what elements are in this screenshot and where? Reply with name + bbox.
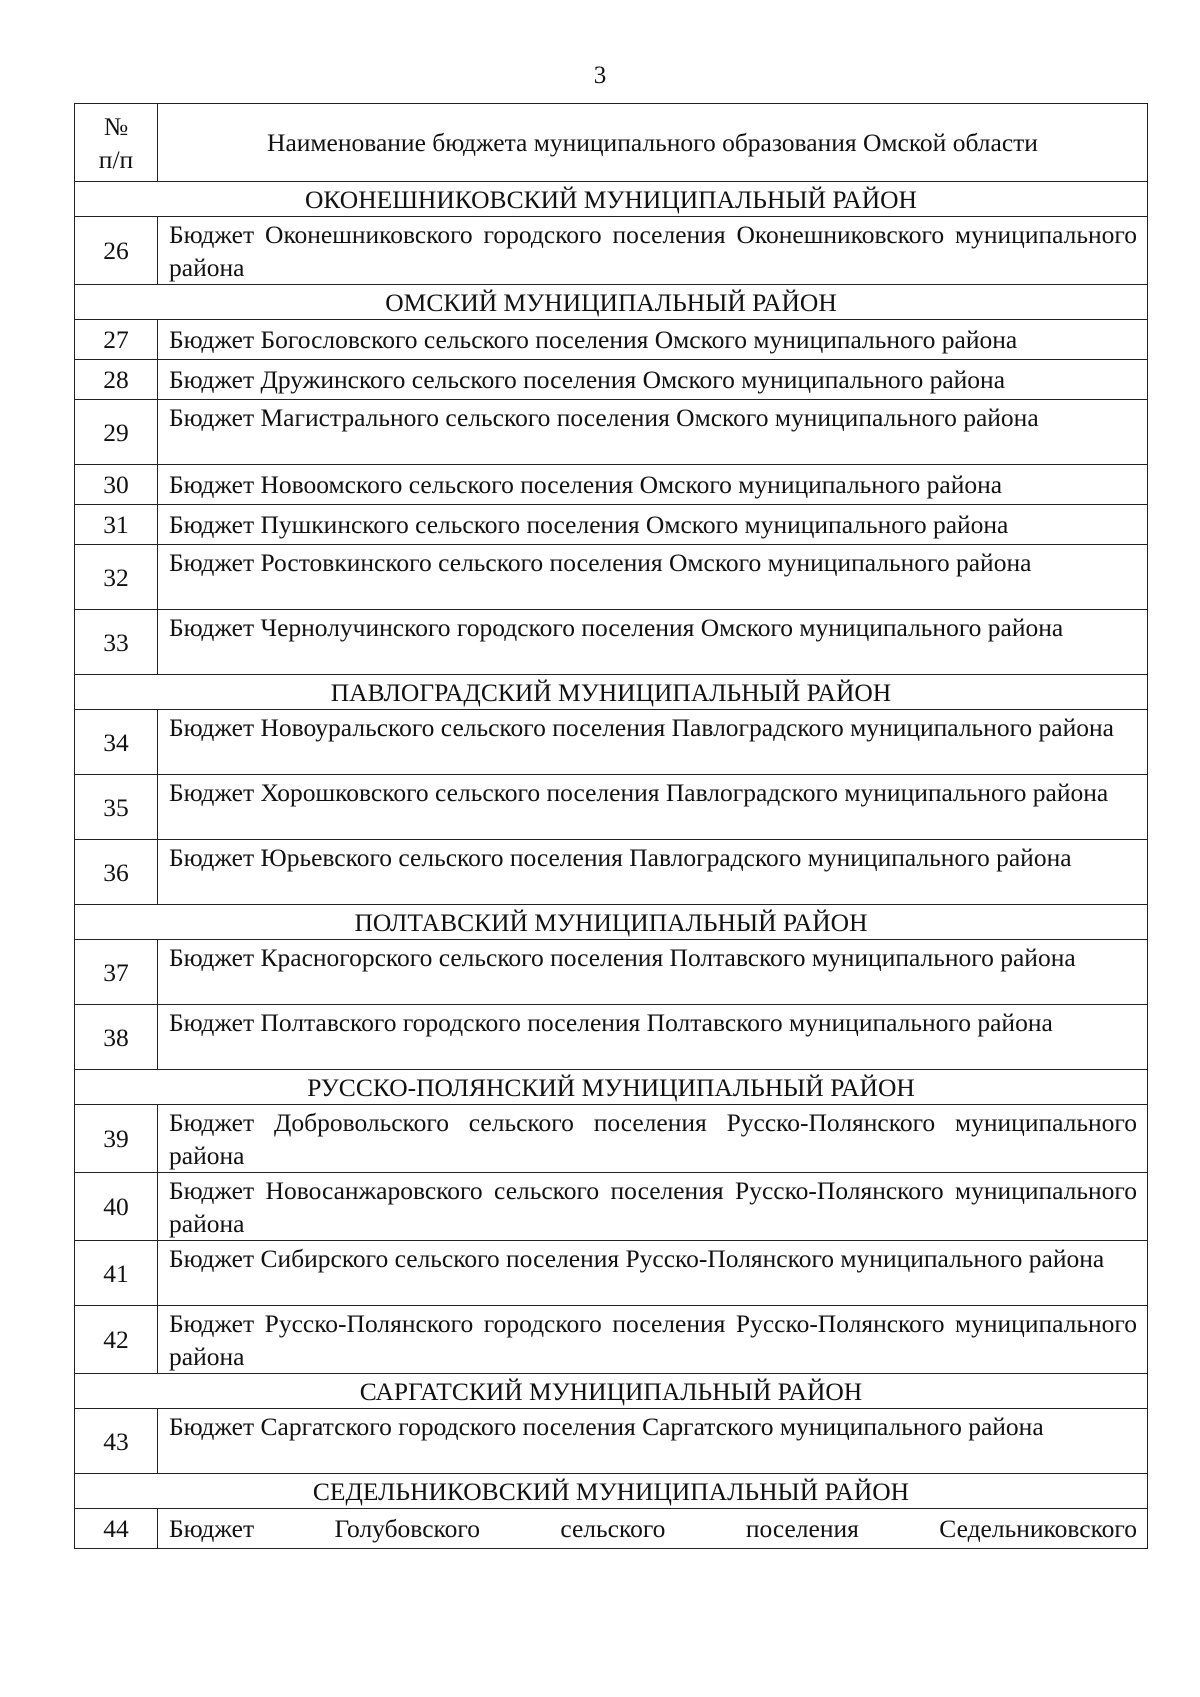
section-row <box>75 1474 1148 1509</box>
budget-table <box>74 103 1148 1549</box>
budget-name: Бюджет Добровольского сельского поселения Русско-Полянского муниципального района <box>158 1105 1148 1173</box>
budget-name: Бюджет Юрьевского сельского поселения Павлоградского муниципального района <box>158 840 1148 905</box>
table-header-row <box>75 104 1148 182</box>
table-row <box>75 465 1148 505</box>
budget-name: Бюджет Магистрального сельского поселения Омского муниципального района <box>158 400 1148 465</box>
table-row <box>75 400 1148 465</box>
section-row <box>75 1374 1148 1409</box>
column-header-number-label: № п/п <box>98 111 134 174</box>
section-row <box>75 905 1148 940</box>
page-number: 3 <box>593 62 607 89</box>
section-title: СЕДЕЛЬНИКОВСКИЙ МУНИЦИПАЛЬНЫЙ РАЙОН <box>75 1474 1148 1509</box>
row-number: 28 <box>75 360 158 400</box>
column-header-name-label: Наименование бюджета муниципального образования Омской области <box>267 128 1038 157</box>
table-row <box>75 1173 1148 1241</box>
table-row <box>75 1409 1148 1474</box>
budget-name: Бюджет Пушкинского сельского поселения Омского муниципального района <box>158 505 1148 545</box>
budget-name: Бюджет Сибирского сельского поселения Русско-Полянского муниципального района <box>158 1241 1148 1306</box>
table-row <box>75 1105 1148 1173</box>
row-number: 29 <box>75 400 158 465</box>
section-title: ПАВЛОГРАДСКИЙ МУНИЦИПАЛЬНЫЙ РАЙОН <box>75 675 1148 710</box>
table-row <box>75 217 1148 285</box>
row-number: 35 <box>75 775 158 840</box>
table-row <box>75 320 1148 360</box>
column-header-name <box>158 104 1148 182</box>
budget-name: Бюджет Оконешниковского городского поселения Оконешниковского муниципального района <box>158 217 1148 285</box>
budget-name: Бюджет Русско-Полянского городского поселения Русско-Полянского муниципального района <box>158 1306 1148 1374</box>
table-row <box>75 360 1148 400</box>
row-number: 30 <box>75 465 158 505</box>
column-header-number <box>75 104 158 182</box>
table-row <box>75 710 1148 775</box>
row-number: 43 <box>75 1409 158 1474</box>
budget-name: Бюджет Новоуральского сельского поселения Павлоградского муниципального района <box>158 710 1148 775</box>
budget-name: Бюджет Саргатского городского поселения Саргатского муниципального района <box>158 1409 1148 1474</box>
row-number: 38 <box>75 1005 158 1070</box>
row-number: 42 <box>75 1306 158 1374</box>
budget-name: Бюджет Новоомского сельского поселения Омского муниципального района <box>158 465 1148 505</box>
section-title: САРГАТСКИЙ МУНИЦИПАЛЬНЫЙ РАЙОН <box>75 1374 1148 1409</box>
section-title: РУССКО-ПОЛЯНСКИЙ МУНИЦИПАЛЬНЫЙ РАЙОН <box>75 1070 1148 1105</box>
table-body <box>75 182 1148 1549</box>
budget-name: Бюджет Красногорского сельского поселения Полтавского муниципального района <box>158 940 1148 1005</box>
row-number: 31 <box>75 505 158 545</box>
row-number: 27 <box>75 320 158 360</box>
table-row <box>75 545 1148 610</box>
table-row <box>75 1005 1148 1070</box>
row-number: 26 <box>75 217 158 285</box>
budget-name: Бюджет Ростовкинского сельского поселения Омского муниципального района <box>158 545 1148 610</box>
budget-name: Бюджет Дружинского сельского поселения Омского муниципального района <box>158 360 1148 400</box>
row-number: 34 <box>75 710 158 775</box>
row-number: 33 <box>75 610 158 675</box>
budget-name: Бюджет Новосанжаровского сельского поселения Русско-Полянского муниципального района <box>158 1173 1148 1241</box>
table-row <box>75 1306 1148 1374</box>
table-row <box>75 940 1148 1005</box>
table-row <box>75 505 1148 545</box>
table-row <box>75 840 1148 905</box>
row-number: 39 <box>75 1105 158 1173</box>
section-row <box>75 675 1148 710</box>
budget-name: Бюджет Полтавского городского поселения Полтавского муниципального района <box>158 1005 1148 1070</box>
row-number: 36 <box>75 840 158 905</box>
section-row <box>75 285 1148 320</box>
section-title: ОКОНЕШНИКОВСКИЙ МУНИЦИПАЛЬНЫЙ РАЙОН <box>75 182 1148 217</box>
row-number: 41 <box>75 1241 158 1306</box>
table-row <box>75 775 1148 840</box>
table-row <box>75 610 1148 675</box>
section-title: ПОЛТАВСКИЙ МУНИЦИПАЛЬНЫЙ РАЙОН <box>75 905 1148 940</box>
section-title: ОМСКИЙ МУНИЦИПАЛЬНЫЙ РАЙОН <box>75 285 1148 320</box>
row-number: 32 <box>75 545 158 610</box>
budget-name: Бюджет Хорошковского сельского поселения Павлоградского муниципального района <box>158 775 1148 840</box>
budget-name: Бюджет Голубовского сельского поселения Седельниковского <box>158 1509 1148 1549</box>
row-number: 40 <box>75 1173 158 1241</box>
table-row <box>75 1509 1148 1549</box>
section-row <box>75 182 1148 217</box>
budget-name: Бюджет Чернолучинского городского поселения Омского муниципального района <box>158 610 1148 675</box>
row-number: 44 <box>75 1509 158 1549</box>
section-row <box>75 1070 1148 1105</box>
budget-name: Бюджет Богословского сельского поселения Омского муниципального района <box>158 320 1148 360</box>
table-row <box>75 1241 1148 1306</box>
row-number: 37 <box>75 940 158 1005</box>
